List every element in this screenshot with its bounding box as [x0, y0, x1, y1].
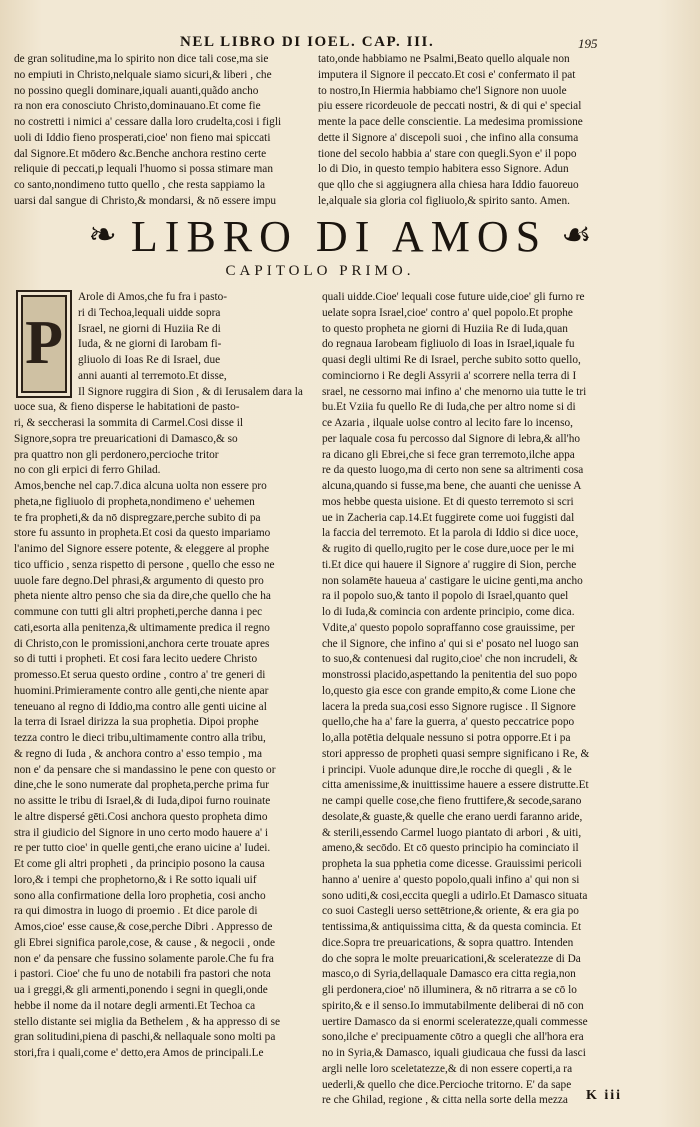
folio-number: 195: [578, 36, 598, 51]
text-line: Arole di Amos,che fu fra i pasto-: [78, 291, 228, 303]
text-line: Il Signore ruggira di Sion , & di Ierusalem dara la: [78, 385, 303, 398]
decorated-initial: P: [16, 290, 72, 398]
text-line: lo,alla potētia delquale nessuno si potra opporre.Et i pa: [322, 732, 571, 744]
text-line: gliuolo di Ioas Re di Israel, due: [78, 354, 221, 366]
text-line: per laquale cosa fu percosso dal Signore di lebra,& all'ho: [322, 432, 581, 445]
text-line: tezza contro le dieci tribu,ultimamente contro alla tribu,: [14, 732, 266, 744]
text-line: uarsi dal sangue di Christo,& mondarsi, & nō essere impu: [14, 194, 276, 207]
text-line: & regno di Iuda , & anchora contro a' esso tempio , ma: [14, 747, 262, 760]
text-line: uoce sua, & fieno disperse le habitationi de pasto-: [14, 401, 240, 414]
text-line: ce Azaria , ilquale uolse contro al lecito fare lo incenso,: [322, 417, 573, 429]
text-line: Signore,sopra tre preuaricationi di Damasco,& so: [14, 432, 238, 445]
text-line: Amos,cioe' esse cause,& cose,perche Dibri . Appresso de: [14, 921, 273, 933]
text-line: no costretti i nimici a' cessare dalla loro crudelta,cosi i figli: [14, 116, 282, 128]
text-line: sono alla confirmatione della loro prophetia, cosi ancho: [14, 889, 266, 902]
running-head: NEL LIBRO DI IOEL. CAP. III.: [180, 34, 435, 50]
text-line: le,alquale sia gloria col figliuolo,& spirito santo. Amen.: [318, 194, 570, 207]
text-line: l'animo del Signore essere potente, & eleggere al prophe: [14, 543, 270, 555]
text-line: che il Signore, che infino a' qui si e' posato nel luogo san: [322, 637, 579, 650]
text-line: ra non era conosciuto Christo,dominauano.Et come fie: [14, 100, 261, 113]
bottom-left-column: [14, 290, 316, 1062]
text-line: dette il Signore a' discepoli suoi , che infino alla consuma: [318, 131, 579, 144]
text-line: re che Ghilad, regione , & citta nella sorte della mezza: [322, 1094, 568, 1107]
signature-mark: K iii: [586, 1088, 623, 1103]
text-line: ue in Zacheria cap.14.Et fuggirete come uoi fuggisti dal: [322, 511, 575, 524]
text-line: pheta,ne figliuolo di propheta,nondimeno e' uehemen: [14, 495, 255, 508]
text-line: stori appresso de propheti quasi sempre significano i Re, &: [322, 747, 590, 760]
text-line: co suoi Castegli uerso settētrione,& oriente, & era gia po: [322, 905, 579, 918]
top-left-column: [14, 52, 308, 210]
text-line: imputera il Signore il peccato.Et cosi e' confermato il pat: [318, 68, 576, 81]
text-line: piu essere ricordeuole de peccati nostri, & di qui e' special: [318, 100, 582, 113]
text-line: gli Ebrei significa parole,cose, & cause , & negocii , onde: [14, 936, 275, 949]
text-line: ti.Et dice qui hauere il Signore a' ruggire di Sion, perche: [322, 558, 577, 571]
text-line: alcuna,quando si fusse,ma bene, che auanti che uenisse A: [322, 480, 582, 492]
text-line: ameno,& secōdo. Et cō questo principio ha cominciato il: [322, 842, 579, 855]
text-line: masco,o di Syria,dellaquale Damasco era citta regia,non: [322, 968, 576, 981]
text-line: non solamēte haueua a' castigare le uicine genti,ma ancho: [322, 574, 583, 587]
text-line: hebbe il nome da il notare degli armenti.Et Techoa ca: [14, 999, 256, 1012]
text-line: mos hebbe questa uisione. Et di questo terremoto si scri: [322, 495, 574, 508]
text-line: ra qui dimostra in luogo di proemio . Et dice parole di: [14, 905, 258, 918]
text-line: no possino quegli dominare,iquali auanti,quãdo ancho: [14, 84, 259, 97]
text-line: to nostro,In Hiermia habbiamo che'l Signore non uuole: [318, 84, 567, 97]
text-line: stello distante sei miglia da Bethelem , & ha appresso di se: [14, 1015, 281, 1028]
text-line: no con gli erpici di ferro Ghilad.: [14, 464, 161, 477]
text-line: ua i greggi,& gli armenti,ponendo i segni in quegli,onde: [14, 984, 268, 996]
text-line: re da questo luogo,ma di certo non sene sa altrimenti cosa: [322, 464, 584, 477]
text-line: ri, & seccherasi la sommita di Carmel.Cosi disse il: [14, 417, 244, 429]
text-line: dal Signore.Et mōdero &c.Benche anchora restino certe: [14, 147, 267, 160]
text-line: tato,onde habbiamo ne Psalmi,Beato quello alquale non: [318, 53, 570, 65]
text-line: do regnaua Iarobeam figliuolo di Ioas in Israel,iquale fu: [322, 338, 575, 351]
text-line: teneuano al regno di Iddio,ma contro alle genti uicine al: [14, 700, 267, 713]
text-line: sono uditi,& cosi,eccita quegli a udirlo.Et Damasco situata: [322, 889, 588, 902]
text-line: uederli,& quello che dice.Percioche tritorno. E' da sape: [322, 1078, 572, 1091]
text-line: uelate sopra Israel,cioe' contro a' quel popolo.Et prophe: [322, 306, 573, 319]
text-line: non e' da pensare che fussino solamente parole.Che fu fra: [14, 952, 274, 965]
text-line: co santo,nondimeno tutto quello , che resta sappiamo la: [14, 179, 265, 191]
top-right-column: [318, 52, 624, 210]
text-line: i pastori. Cioe' che fu uno de notabili fra pastori che nota: [14, 968, 271, 981]
text-line: bu.Et Vziia fu quello Re di Iuda,che per altro nome si di: [322, 401, 576, 414]
text-line: i principi. Vuole adunque dire,le rocche di quegli , & le: [322, 763, 572, 776]
text-line: mente la pace delle conscientie. La medesima promissione: [318, 116, 583, 128]
text-line: promesso.Et serua questo ordine , contro a' tre generi di: [14, 669, 266, 681]
book-title-text: LIBRO DI AMOS: [130, 211, 548, 261]
text-line: ri di Techoa,lequali uidde sopra: [78, 306, 221, 319]
text-line: Et come gli altri propheti , da principio posono la causa: [14, 858, 265, 870]
text-line: le altre dispersé gēti.Cosi anchora questo propheta dimo: [14, 810, 268, 823]
text-line: lo di Dio, in questo tempio habitera esso Signore. Adun: [318, 163, 569, 176]
text-line: store fu assunto in propheta.Et cosi da questo impariamo: [14, 527, 271, 540]
fleuron-right-icon: ☙: [561, 217, 592, 254]
text-line: quello,che ha a' fare la guerra, a' questo peccatrice popo: [322, 716, 575, 729]
bottom-right-column: [322, 290, 632, 1109]
text-line: la terra di Israel dirizza la sua prophetia. Dipoi prophe: [14, 716, 259, 729]
text-line: uertire Damasco da si enormi sceleratezze,quali commesse: [322, 1015, 588, 1028]
text-line: commune con tutti gli altri propheti,perche danna i pec: [14, 606, 263, 618]
text-line: gli perdonera,cioe' nō illuminera, & nō ritrarra a se cō lo: [322, 984, 577, 996]
text-line: argli nelle loro sceletatezze,& di non essere coperti,a ra: [322, 1062, 573, 1075]
chapter-title: CAPITOLO PRIMO.: [225, 263, 415, 279]
text-line: dice.Sopra tre preuarications, & sopra quattro. Intenden: [322, 936, 574, 949]
text-line: citta amenissime,& inuittissime hauere a essere distrutte.Et: [322, 779, 589, 792]
text-line: dine,che le sono numerate dal propheta,perche prima fur: [14, 779, 270, 792]
text-line: & rugito di quello,rugito per le cose dure,uoce per le mi: [322, 543, 575, 555]
text-line: lacera la preda sua,cosi esso Signore rugisce . Il Signore: [322, 700, 576, 713]
text-line: que qllo che si aggiugnera alla chiesa hara Iddio fauoreuo: [318, 179, 579, 191]
text-line: loro,& i tempi che prophetorno,& i Re sotto iquali uif: [14, 873, 257, 886]
text-line: pheta niente altro penso che sia da dire,che quello che ha: [14, 590, 271, 603]
text-line: quasi degli ultimi Re di Israel, perche subito sotto quello,: [322, 354, 581, 366]
text-line: stori,fra i quali,come e' detto,era Amos de principali.Le: [14, 1047, 264, 1059]
text-line: to suo,& contenuesi dal rugito,cioe' che non incrudeli, &: [322, 653, 578, 666]
text-line: lo di Iuda,& comincia con ardente principio, come dica.: [322, 606, 575, 618]
text-line: no empiuti in Christo,nelquale siamo sicuri,& liberi , che: [14, 68, 272, 81]
text-line: te fra propheti,& da nō dispregzare,perche subito di pa: [14, 511, 261, 524]
text-line: srael, ne cessorno mai infino a' che menorno uia tutte le tri: [322, 385, 587, 398]
text-line: gran solitudini,piena di paschi,& nellaquale sono molti pa: [14, 1031, 276, 1044]
text-line: de gran solitudine,ma lo spirito non dice tali cose,ma sie: [14, 53, 269, 65]
text-line: monstrossi placido,aspettando la penitentia del suo popo: [322, 669, 578, 681]
fleuron-left-icon: ❧: [88, 217, 117, 254]
text-line: reliquie di peccati,p lequali l'huomo si possa stimare man: [14, 163, 273, 176]
text-line: ra il popolo suo,& tanto il popolo di Israel,quanto quel: [322, 590, 569, 603]
text-line: Amos,benche nel cap.7.dica alcuna uolta non essere pro: [14, 480, 267, 492]
text-line: desolate,& guaste,& quelle che erano uerdi faranno aride,: [322, 810, 583, 823]
text-line: uoli di Iddio fieno prosperati,cioe' non fieno mai spiccati: [14, 131, 271, 144]
text-line: tentissima,& antiquissima citta, & da questa comincia. Et: [322, 921, 582, 933]
text-line: so di tutti i propheti. Et cosi fara lecito uedere Christo: [14, 653, 258, 666]
text-line: tione del secolo habbia a' stare con quegli.Syon e' il popo: [318, 147, 577, 160]
text-line: cominciorno i Re degli Assyrii a' scorrere nella terra di I: [322, 369, 577, 382]
text-line: non e' da pensare che si mandassino le pene con questo or: [14, 763, 276, 776]
text-line: do che sopra le molte preuaricationi,& sceleratezze di Da: [322, 952, 581, 965]
text-line: la faccia del terremoto. Et la parola di Iddio si dice uoce,: [322, 527, 579, 540]
text-line: anni auanti al terremoto.Et disse,: [78, 369, 227, 382]
text-line: ne campi quelle cose,che fieno fruttifere,& secode,sarano: [322, 795, 582, 807]
text-line: Vdite,a' questo popolo sopraffanno cose grauissime, per: [322, 621, 575, 634]
text-line: Iuda, & ne giorni di Iarobam fi-: [78, 338, 222, 351]
text-line: spirito,& e il senso.Io immutabilmente deliberai di nō con: [322, 999, 584, 1012]
text-line: hanno a' uenire a' questo popolo,quali infino a' qui non si: [322, 873, 580, 886]
text-line: cati,esorta alla penitenza,& ultimamente predica il regno: [14, 621, 270, 634]
text-line: sono,ilche e' precipuamente cōtro a quegli che all'hora era: [322, 1031, 584, 1044]
text-line: lo,questo gia esce con grande empito,& come Lione che: [322, 684, 576, 697]
book-title: [40, 210, 640, 262]
text-line: re per tutto cioe' in quelle genti,che erano uicine a' Iudei.: [14, 842, 271, 855]
text-line: di Christo,con le promissioni,anchora certe trouate apres: [14, 637, 270, 650]
text-line: ra dicano gli Ebrei,che si fece gran terremoto,ilche appa: [322, 448, 575, 461]
text-line: no in Syria,& Damasco, iquali giudicaua che fussi da lasci: [322, 1047, 586, 1059]
text-line: stra il giudicio del Signore in uno certo modo hauere a' i: [14, 826, 268, 839]
text-line: & sterili,essendo Carmel luogo piantato di arbori , & uiti,: [322, 826, 582, 839]
text-line: no assitte le tribu di Israel,& di Iuda,dipoi furno rouinate: [14, 795, 271, 807]
text-line: quali uidde.Cioe' lequali cose future uide,cioe' gli furno re: [322, 291, 585, 303]
text-line: to questo propheta ne giorni di Huziia Re di Iuda,quan: [322, 322, 568, 335]
text-line: tico ufficio , senza rispetto di persone , quello che esso ne: [14, 558, 275, 571]
text-line: propheta la sua pphetia come dicesse. Grauissimi pericoli: [322, 858, 582, 870]
text-line: uuole fare degno.Del phrasi,& argumento di questo pro: [14, 574, 264, 587]
text-line: Israel, ne giorni di Huziia Re di: [78, 322, 221, 335]
text-line: pra quattro non gli perdonero,percioche tritor: [14, 448, 219, 461]
text-line: huomini.Primieramente contro alle genti,che niente apar: [14, 684, 269, 697]
